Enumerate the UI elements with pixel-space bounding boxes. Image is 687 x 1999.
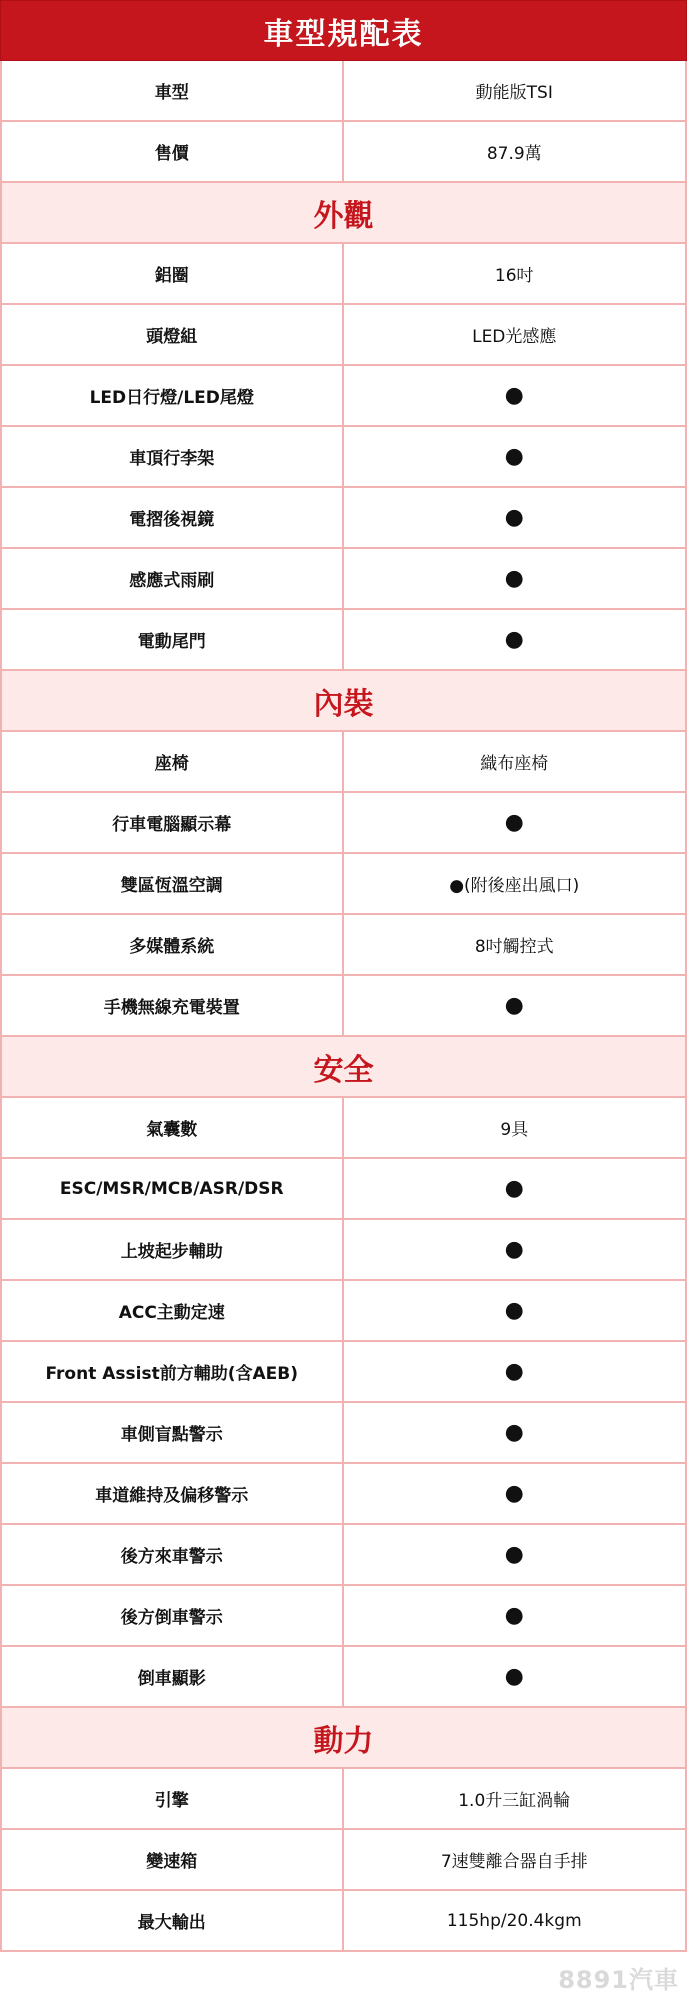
table-row <box>0 61 687 122</box>
table-row <box>0 793 687 854</box>
spec-value: 1.0升三缸渦輪 <box>458 1791 571 1811</box>
spec-label: 電摺後視鏡 <box>2 488 344 547</box>
table-row <box>0 1647 687 1708</box>
spec-label: 變速箱 <box>2 1830 344 1889</box>
section-heading: 內裝 <box>0 671 687 732</box>
spec-label: 後方來車警示 <box>2 1525 344 1584</box>
spec-label: 手機無線充電裝置 <box>2 976 344 1035</box>
table-row <box>0 244 687 305</box>
spec-value: 115hp/20.4kgm <box>446 1910 582 1931</box>
table-row <box>0 1159 687 1220</box>
spec-label: 售價 <box>2 122 344 181</box>
equipped-dot: ● <box>504 1358 524 1384</box>
table-row <box>0 1403 687 1464</box>
spec-label: 座椅 <box>2 732 344 791</box>
equipped-dot: ● <box>504 1419 524 1445</box>
equipped-dot: ● <box>504 1236 524 1262</box>
table-row <box>0 1525 687 1586</box>
spec-value: 7速雙離合器自手排 <box>440 1852 588 1872</box>
spec-value: 87.9萬 <box>486 144 542 164</box>
equipped-dot: ● <box>504 1480 524 1506</box>
table-row <box>0 427 687 488</box>
table-row <box>0 1586 687 1647</box>
spec-label: 倒車顯影 <box>2 1647 344 1706</box>
spec-label: 多媒體系統 <box>2 915 344 974</box>
equipped-dot: ● <box>504 1663 524 1689</box>
equipped-dot: ● <box>504 1541 524 1567</box>
equipped-dot: ● <box>504 992 524 1018</box>
table-row <box>0 1830 687 1891</box>
spec-value: 動能版TSI <box>475 83 553 103</box>
table-row <box>0 1342 687 1403</box>
watermark-logo: 8891汽車 <box>558 1966 679 1994</box>
spec-label: ESC/MSR/MCB/ASR/DSR <box>2 1159 344 1218</box>
table-row <box>0 854 687 915</box>
table-row <box>0 122 687 183</box>
spec-value: LED光感應 <box>472 327 557 347</box>
table-row <box>0 1098 687 1159</box>
table-row <box>0 366 687 427</box>
spec-label: 頭燈組 <box>2 305 344 364</box>
spec-label: 電動尾門 <box>2 610 344 669</box>
spec-label: 上坡起步輔助 <box>2 1220 344 1279</box>
spec-label: 鋁圈 <box>2 244 344 303</box>
table-row <box>0 1891 687 1952</box>
table-body <box>0 61 687 1952</box>
equipped-dot: ● <box>504 443 524 469</box>
spec-label: 引擎 <box>2 1769 344 1828</box>
table-row <box>0 305 687 366</box>
equipped-dot: ● <box>504 382 524 408</box>
table-row <box>0 732 687 793</box>
spec-label: 最大輸出 <box>2 1891 344 1950</box>
equipped-dot: ● <box>504 504 524 530</box>
section-heading: 安全 <box>0 1037 687 1098</box>
equipped-dot: ● <box>504 565 524 591</box>
table-row <box>0 915 687 976</box>
spec-label: LED日行燈/LED尾燈 <box>2 366 344 425</box>
spec-label: 行車電腦顯示幕 <box>2 793 344 852</box>
table-row <box>0 488 687 549</box>
spec-label: ACC主動定速 <box>2 1281 344 1340</box>
spec-label: 車道維持及偏移警示 <box>2 1464 344 1523</box>
equipped-dot: ● <box>504 1297 524 1323</box>
spec-label: 車頂行李架 <box>2 427 344 486</box>
spec-label: 氣囊數 <box>2 1098 344 1157</box>
equipped-dot: ● <box>504 626 524 652</box>
spec-label: 車側盲點警示 <box>2 1403 344 1462</box>
spec-label: Front Assist前方輔助(含AEB) <box>2 1342 344 1401</box>
spec-label: 雙區恆溫空調 <box>2 854 344 913</box>
table-row <box>0 976 687 1037</box>
equipped-dot: ● <box>504 1175 524 1201</box>
table-row <box>0 1464 687 1525</box>
table-title: 車型規配表 <box>0 0 687 61</box>
spec-value: 織布座椅 <box>480 754 549 774</box>
spec-value: 9具 <box>500 1120 529 1140</box>
spec-label: 感應式雨刷 <box>2 549 344 608</box>
table-row <box>0 610 687 671</box>
table-row <box>0 1220 687 1281</box>
spec-value: 16吋 <box>494 266 534 286</box>
spec-label: 車型 <box>2 61 344 120</box>
equipped-dot: ● <box>504 1602 524 1628</box>
table-row <box>0 1281 687 1342</box>
table-row <box>0 549 687 610</box>
spec-label: 後方倒車警示 <box>2 1586 344 1645</box>
equipped-dot: ● <box>504 809 524 835</box>
spec-value: 8吋觸控式 <box>474 937 554 957</box>
spec-value: ●(附後座出風口) <box>449 876 580 896</box>
section-heading: 動力 <box>0 1708 687 1769</box>
section-heading: 外觀 <box>0 183 687 244</box>
table-row <box>0 1769 687 1830</box>
